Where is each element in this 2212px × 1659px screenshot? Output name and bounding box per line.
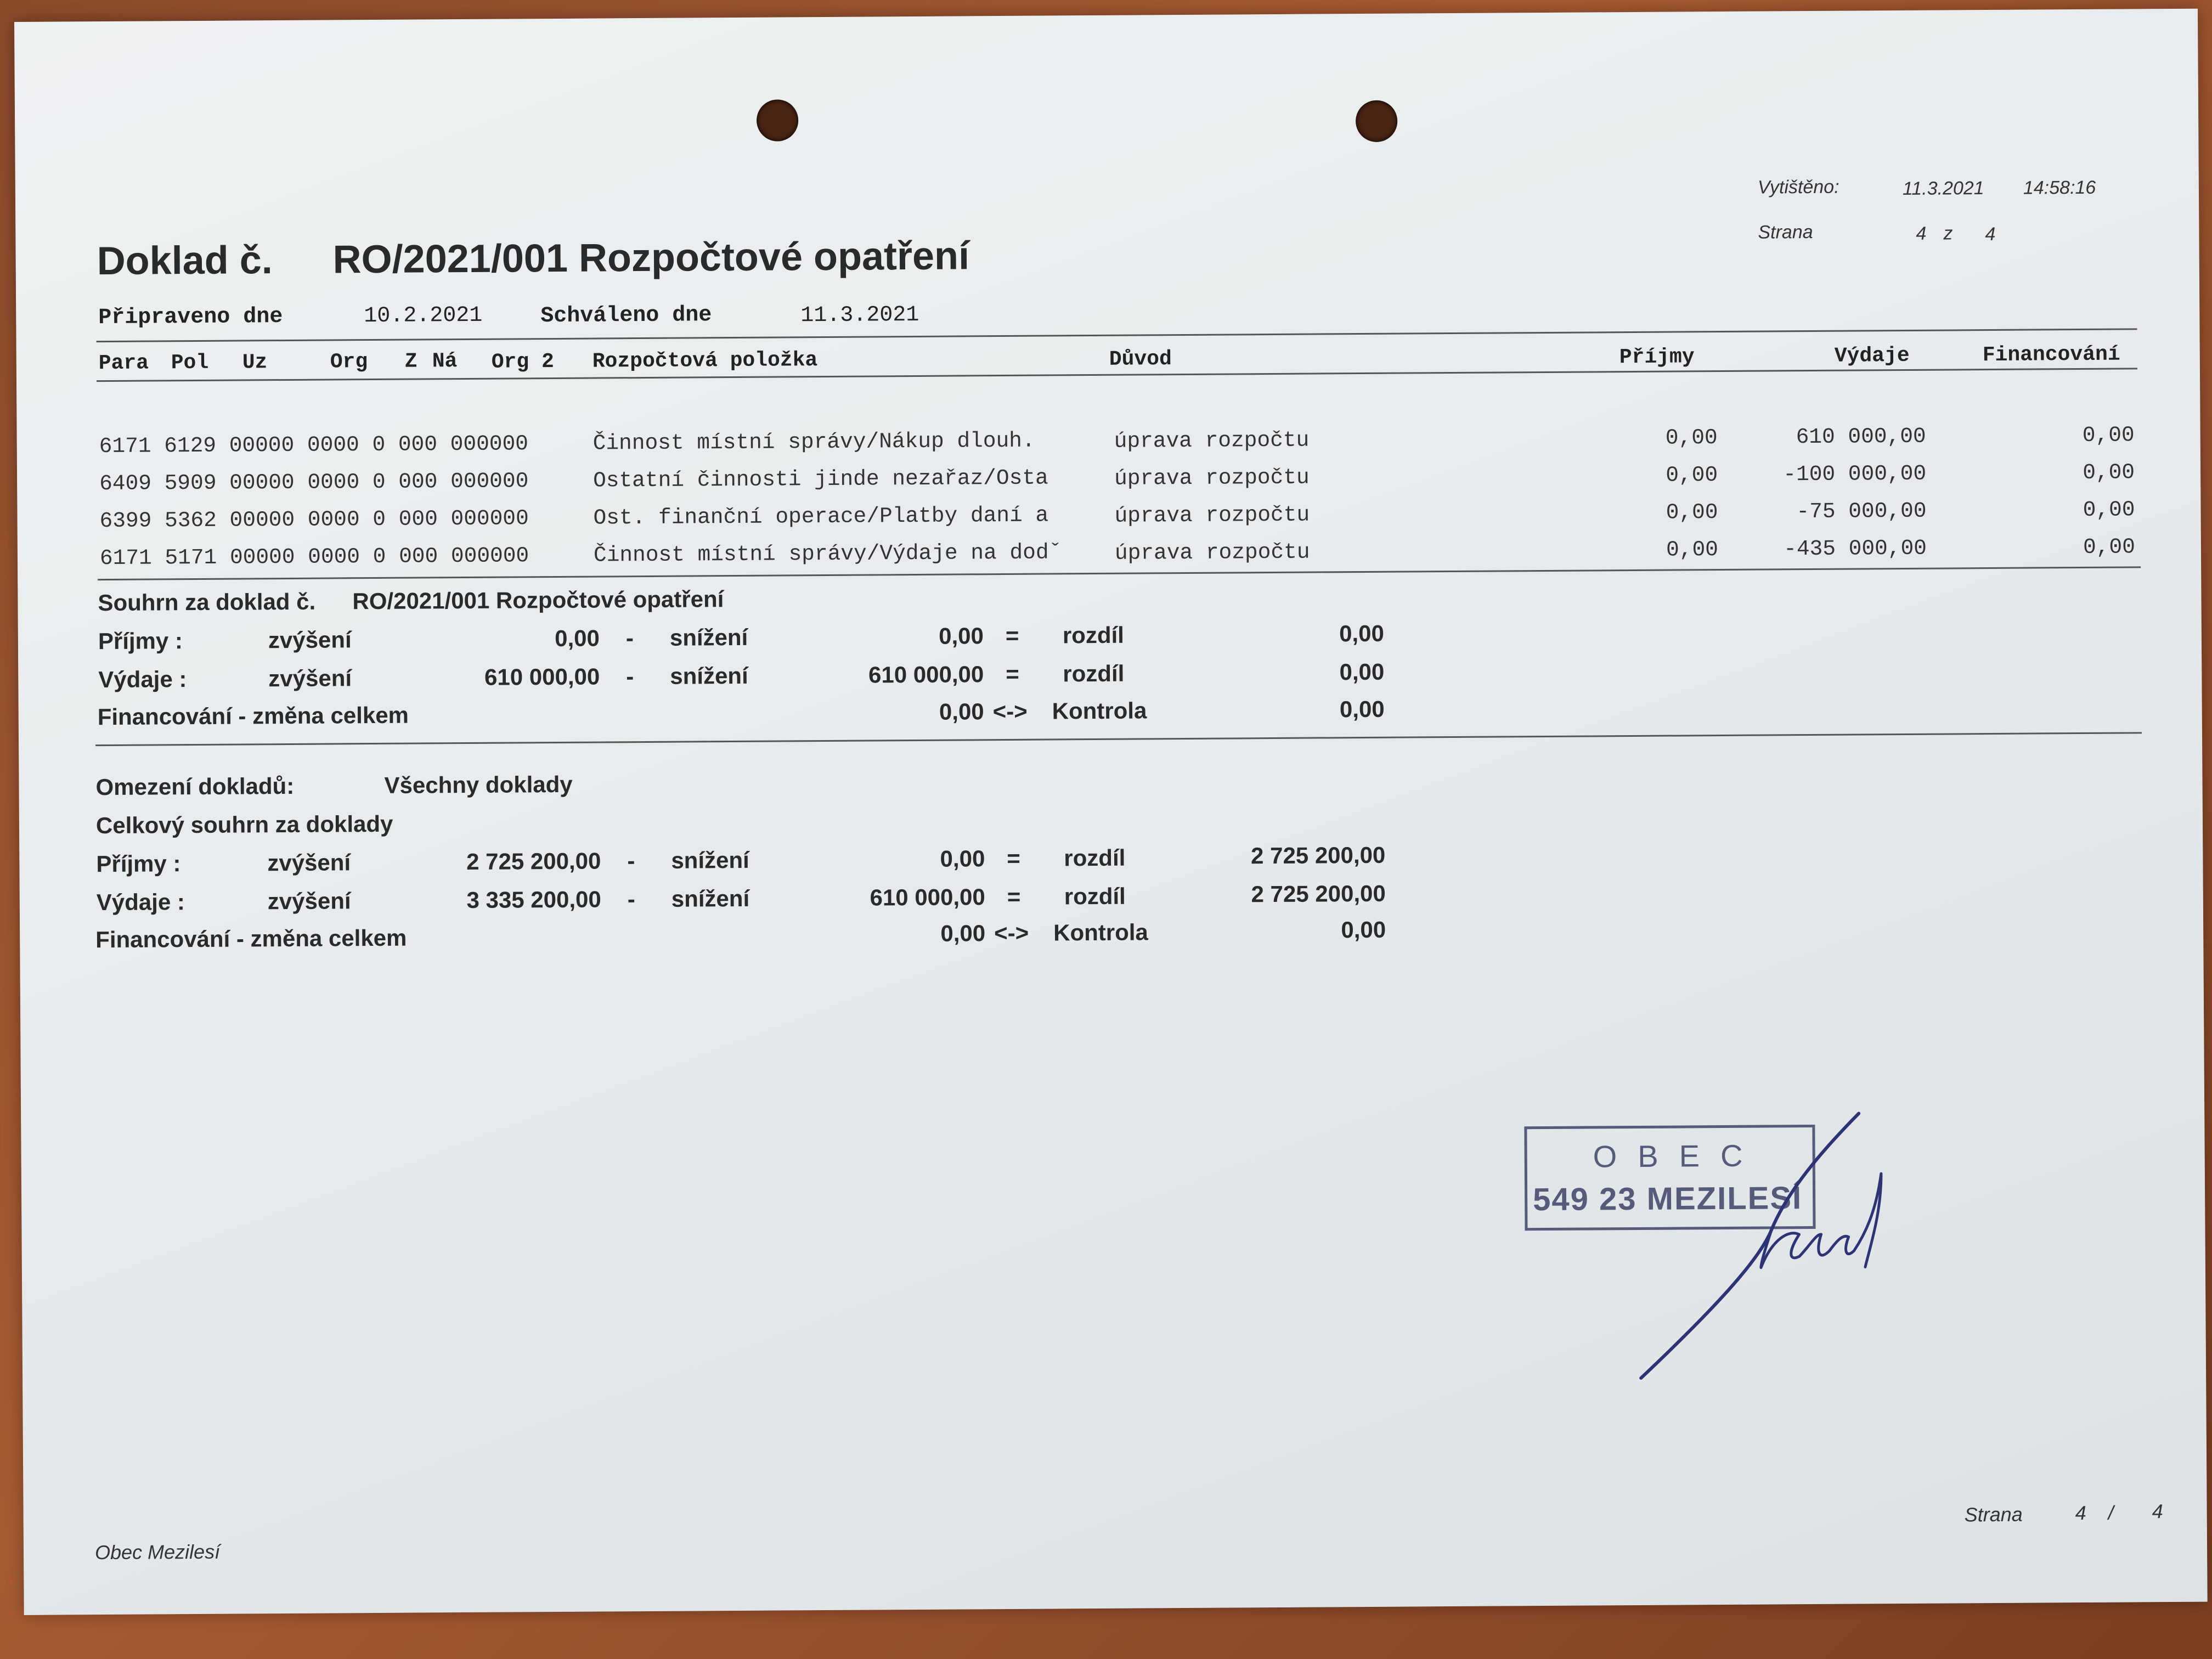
footer-org: Obec Mezilesí [94, 1540, 221, 1564]
summary-income-dec-label: snížení [669, 624, 748, 651]
total-income-dec-label: snížení [671, 847, 749, 873]
row-financing: 0,00 [2083, 534, 2136, 560]
total-income-minus: - [627, 848, 635, 874]
col-org2: Org 2 [491, 350, 554, 374]
summary-heading-number: RO/2021/001 Rozpočtové opatření [352, 586, 724, 614]
summary-expense-dec-label: snížení [670, 662, 748, 689]
total-expense-label: Výdaje : [96, 889, 185, 916]
total-expense-minus: - [627, 886, 635, 912]
summary-heading: Souhrn za doklad č. [98, 588, 316, 616]
total-income-diff-label: rozdíl [1064, 844, 1126, 871]
row-expense: -100 000,00 [1783, 461, 1927, 487]
total-expense-dec: 610 000,00 [870, 884, 985, 911]
prepared-label: Připraveno dne [98, 304, 283, 331]
page-top-current: 4 [1916, 223, 1927, 244]
row-item: Činnost místní správy/Výdaje na dodˇ [593, 540, 1062, 568]
summary-financing-label: Financování - změna celkem [97, 702, 409, 730]
total-expense-diff: 2 725 200,00 [1251, 880, 1386, 907]
row-code: 6399 5362 00000 0000 0 000 000000 [99, 506, 529, 534]
summary-expense-diff: 0,00 [1339, 658, 1385, 685]
summary-income-minus: - [625, 625, 634, 651]
header-rule-top [97, 328, 2137, 342]
total-expense-inc: 3 335 200,00 [466, 886, 601, 913]
row-item: Ostatní činnosti jinde nezařaz/Osta [592, 465, 1048, 493]
approved-label: Schváleno dne [540, 303, 712, 329]
total-expense-inc-label: zvýšení [267, 888, 351, 915]
doc-title-number: RO/2021/001 Rozpočtové opatření [332, 234, 970, 282]
row-code: 6171 6129 00000 0000 0 000 000000 [99, 431, 529, 459]
summary-income-label: Příjmy : [98, 628, 183, 654]
row-reason: úprava rozpočtu [1114, 427, 1310, 454]
summary-income-inc: 0,00 [554, 625, 600, 652]
summary-rule [95, 732, 2142, 746]
summary-check-label: Kontrola [1052, 697, 1147, 724]
row-expense: 610 000,00 [1796, 424, 1926, 450]
row-financing: 0,00 [2083, 497, 2135, 522]
row-item: Činnost místní správy/Nákup dlouh. [592, 428, 1035, 456]
row-reason: úprava rozpočtu [1114, 502, 1310, 528]
total-financing-label: Financování - změna celkem [95, 924, 407, 953]
col-reason: Důvod [1109, 347, 1172, 371]
total-income-label: Příjmy : [96, 850, 181, 877]
stamp-line2: 549 23 MEZILESÍ [1532, 1180, 1803, 1218]
summary-income-diff-label: rozdíl [1062, 622, 1125, 648]
printed-time: 14:58:16 [2023, 177, 2096, 199]
row-income: 0,00 [1666, 537, 1719, 562]
signature-icon [1623, 1102, 1932, 1389]
total-check-value: 0,00 [1341, 916, 1386, 943]
total-financing-value: 0,00 [940, 920, 986, 946]
row-expense: -435 000,00 [1784, 535, 1927, 562]
row-reason: úprava rozpočtu [1114, 539, 1310, 566]
total-expense-dec-label: snížení [671, 885, 750, 912]
summary-income-dec: 0,00 [938, 623, 984, 649]
summary-expense-eq: = [1006, 661, 1019, 687]
col-z: Z [404, 349, 417, 374]
total-income-dec: 0,00 [940, 845, 985, 872]
summary-income-inc-label: zvýšení [268, 627, 352, 653]
doc-title-prefix: Doklad č. [97, 238, 273, 284]
footer-page-label: Strana [1964, 1503, 2023, 1526]
punch-hole-left [757, 99, 798, 141]
limit-label: Omezení dokladů: [95, 772, 295, 800]
total-check-label: Kontrola [1053, 919, 1148, 946]
summary-financing-arrow: <-> [992, 698, 1028, 725]
page-top-sep: z [1943, 223, 1953, 244]
col-para: Para [98, 351, 149, 376]
row-code: 6171 5171 00000 0000 0 000 000000 [99, 543, 529, 571]
summary-expense-inc: 610 000,00 [484, 663, 600, 690]
limit-value: Všechny doklady [384, 771, 573, 798]
row-financing: 0,00 [2082, 422, 2135, 448]
summary-income-diff: 0,00 [1339, 620, 1384, 647]
punch-hole-right [1356, 100, 1397, 142]
row-income: 0,00 [1666, 500, 1718, 525]
summary-expense-dec: 610 000,00 [868, 661, 984, 688]
document-page [14, 9, 2208, 1615]
col-item: Rozpočtová položka [592, 348, 818, 374]
total-expense-diff-label: rozdíl [1064, 883, 1126, 910]
page-top-total: 4 [1985, 223, 1996, 245]
stamp-line1: OBEC [1593, 1138, 1764, 1174]
summary-expense-minus: - [626, 663, 634, 690]
col-financing: Financování [1982, 342, 2120, 368]
total-income-diff: 2 725 200,00 [1250, 842, 1386, 869]
summary-expense-diff-label: rozdíl [1063, 660, 1125, 687]
summary-expense-inc-label: zvýšení [268, 665, 352, 692]
row-income: 0,00 [1665, 425, 1718, 450]
total-heading: Celkový souhrn za doklady [95, 810, 393, 839]
row-financing: 0,00 [2083, 460, 2135, 485]
prepared-date: 10.2.2021 [364, 303, 483, 329]
col-org: Org [330, 350, 368, 374]
col-uz: Uz [242, 351, 268, 375]
total-expense-eq: = [1007, 883, 1021, 910]
footer-page-sep: / [2108, 1501, 2114, 1524]
printed-date: 11.3.2021 [1902, 178, 1984, 199]
summary-check-value: 0,00 [1339, 696, 1385, 723]
total-income-inc-label: zvýšení [267, 849, 351, 876]
total-income-eq: = [1007, 845, 1021, 871]
col-expense: Výdaje [1834, 343, 1910, 368]
row-income: 0,00 [1666, 462, 1718, 488]
col-na: Ná [432, 349, 458, 374]
footer-page-current: 4 [2075, 1501, 2086, 1525]
col-pol: Pol [171, 351, 209, 375]
summary-expense-label: Výdaje : [98, 666, 187, 693]
total-income-inc: 2 725 200,00 [466, 848, 601, 874]
footer-page-total: 4 [2152, 1500, 2163, 1523]
row-item: Ost. finanční operace/Platby daní a [593, 503, 1049, 531]
page-top-label: Strana [1758, 221, 1813, 243]
summary-financing-value: 0,00 [939, 698, 984, 725]
col-income: Příjmy [1619, 345, 1695, 370]
row-code: 6409 5909 00000 0000 0 000 000000 [99, 469, 529, 496]
summary-income-eq: = [1005, 622, 1019, 648]
row-reason: úprava rozpočtu [1114, 465, 1310, 491]
total-financing-arrow: <-> [994, 919, 1029, 946]
row-expense: -75 000,00 [1796, 498, 1927, 524]
approved-date: 11.3.2021 [800, 302, 919, 329]
printed-label: Vytištěno: [1757, 176, 1839, 198]
